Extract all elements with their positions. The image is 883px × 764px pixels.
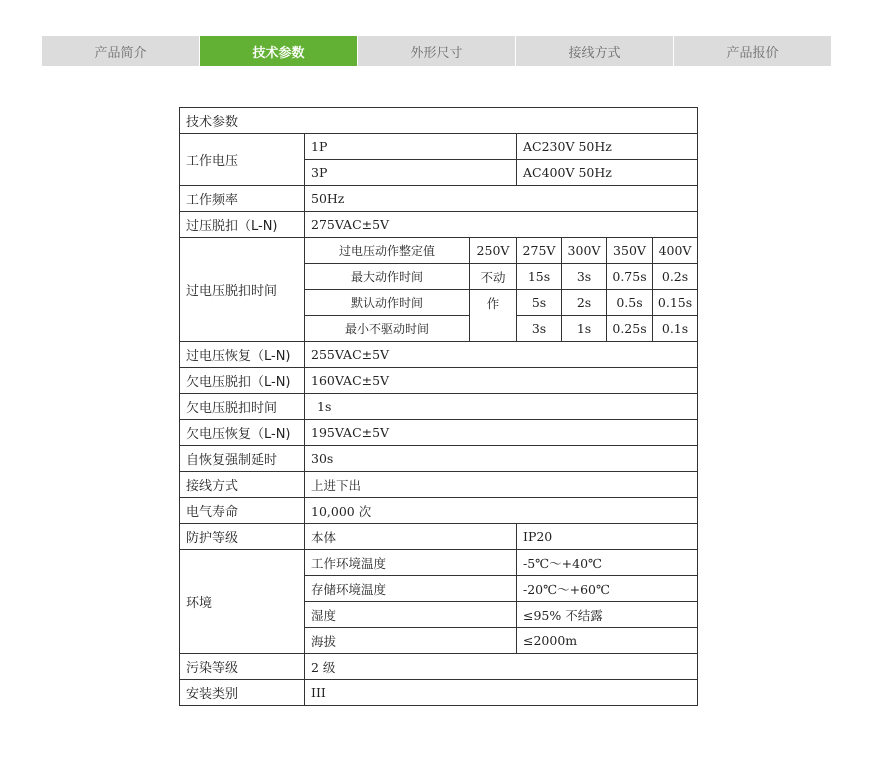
ov-voltage-cell: 400V bbox=[653, 238, 698, 264]
ov-time-cell: 0.1s bbox=[653, 316, 698, 342]
table-row bbox=[180, 108, 698, 134]
table-row bbox=[180, 446, 698, 472]
uv-recover-label: 欠电压恢复（L-N) bbox=[180, 420, 305, 446]
environment-value: -20℃～+60℃ bbox=[517, 576, 698, 602]
ov-setting-header: 过电压动作整定值 bbox=[305, 238, 470, 264]
life-value: 10,000 次 bbox=[305, 498, 698, 524]
environment-item: 工作环境温度 bbox=[305, 550, 517, 576]
ov-time-cell: 0.25s bbox=[607, 316, 653, 342]
ov-time-cell: 0.2s bbox=[653, 264, 698, 290]
ov-time-cell: 15s bbox=[517, 264, 562, 290]
ov-no-action-cell: 作 bbox=[470, 290, 517, 342]
wiring-value: 上进下出 bbox=[305, 472, 698, 498]
table-row bbox=[180, 498, 698, 524]
voltage-value: AC230V 50Hz bbox=[517, 134, 698, 160]
ov-time-row-label: 最大动作时间 bbox=[305, 264, 470, 290]
tab-bar bbox=[42, 36, 831, 66]
ov-recover-label: 过电压恢复（L-N) bbox=[180, 342, 305, 368]
tab-wiring[interactable]: 接线方式 bbox=[516, 36, 674, 66]
table-row bbox=[180, 342, 698, 368]
tab-tech-params[interactable]: 技术参数 bbox=[200, 36, 358, 66]
environment-item: 海拔 bbox=[305, 628, 517, 654]
table-row bbox=[180, 420, 698, 446]
table-row bbox=[180, 238, 698, 264]
auto-recover-label: 自恢复强制延时 bbox=[180, 446, 305, 472]
table-row bbox=[180, 394, 698, 420]
table-row bbox=[180, 368, 698, 394]
ov-no-action-cell: 不动 bbox=[470, 264, 517, 290]
frequency-label: 工作频率 bbox=[180, 186, 305, 212]
protection-label: 防护等级 bbox=[180, 524, 305, 550]
protection-part: 本体 bbox=[305, 524, 517, 550]
voltage-pole: 1P bbox=[305, 134, 517, 160]
voltage-label: 工作电压 bbox=[180, 134, 305, 186]
table-row bbox=[180, 186, 698, 212]
ov-time-cell: 1s bbox=[562, 316, 607, 342]
ov-time-cell: 0.15s bbox=[653, 290, 698, 316]
ov-time-row-label: 最小不驱动时间 bbox=[305, 316, 470, 342]
ov-trip-label: 过压脱扣（L-N) bbox=[180, 212, 305, 238]
ov-time-cell: 3s bbox=[517, 316, 562, 342]
ov-trip-value: 275VAC±5V bbox=[305, 212, 698, 238]
ov-time-cell: 3s bbox=[562, 264, 607, 290]
environment-value: ≤2000m bbox=[517, 628, 698, 654]
ov-voltage-cell: 275V bbox=[517, 238, 562, 264]
install-label: 安装类别 bbox=[180, 680, 305, 706]
spec-table bbox=[179, 107, 698, 706]
uv-recover-value: 195VAC±5V bbox=[305, 420, 698, 446]
table-row bbox=[180, 134, 698, 160]
environment-value: -5℃～+40℃ bbox=[517, 550, 698, 576]
pollution-label: 污染等级 bbox=[180, 654, 305, 680]
ov-voltage-cell: 350V bbox=[607, 238, 653, 264]
wiring-label: 接线方式 bbox=[180, 472, 305, 498]
table-row bbox=[180, 524, 698, 550]
table-row bbox=[180, 472, 698, 498]
pollution-value: 2 级 bbox=[305, 654, 698, 680]
ov-time-label: 过电压脱扣时间 bbox=[180, 238, 305, 342]
life-label: 电气寿命 bbox=[180, 498, 305, 524]
uv-trip-label: 欠电压脱扣（L-N) bbox=[180, 368, 305, 394]
table-row bbox=[180, 550, 698, 576]
table-row bbox=[180, 680, 698, 706]
table-title: 技术参数 bbox=[180, 108, 698, 134]
ov-voltage-cell: 250V bbox=[470, 238, 517, 264]
install-value: III bbox=[305, 680, 698, 706]
ov-time-cell: 0.5s bbox=[607, 290, 653, 316]
table-row bbox=[180, 654, 698, 680]
voltage-value: AC400V 50Hz bbox=[517, 160, 698, 186]
voltage-pole: 3P bbox=[305, 160, 517, 186]
tab-product-intro[interactable]: 产品简介 bbox=[42, 36, 200, 66]
tab-quote[interactable]: 产品报价 bbox=[726, 45, 779, 61]
environment-value: ≤95% 不结露 bbox=[517, 602, 698, 628]
ov-voltage-cell: 300V bbox=[562, 238, 607, 264]
ov-recover-value: 255VAC±5V bbox=[305, 342, 698, 368]
frequency-value: 50Hz bbox=[305, 186, 698, 212]
uv-time-label: 欠电压脱扣时间 bbox=[180, 394, 305, 420]
environment-label: 环境 bbox=[180, 550, 305, 654]
environment-item: 存储环境温度 bbox=[305, 576, 517, 602]
auto-recover-value: 30s bbox=[305, 446, 698, 472]
ov-time-cell: 0.75s bbox=[607, 264, 653, 290]
ov-time-cell: 5s bbox=[517, 290, 562, 316]
protection-value: IP20 bbox=[517, 524, 698, 550]
uv-time-value: 1s bbox=[305, 394, 698, 420]
uv-trip-value: 160VAC±5V bbox=[305, 368, 698, 394]
ov-time-row-label: 默认动作时间 bbox=[305, 290, 470, 316]
ov-time-cell: 2s bbox=[562, 290, 607, 316]
environment-item: 湿度 bbox=[305, 602, 517, 628]
tab-dimensions[interactable]: 外形尺寸 bbox=[358, 36, 516, 66]
table-row bbox=[180, 212, 698, 238]
